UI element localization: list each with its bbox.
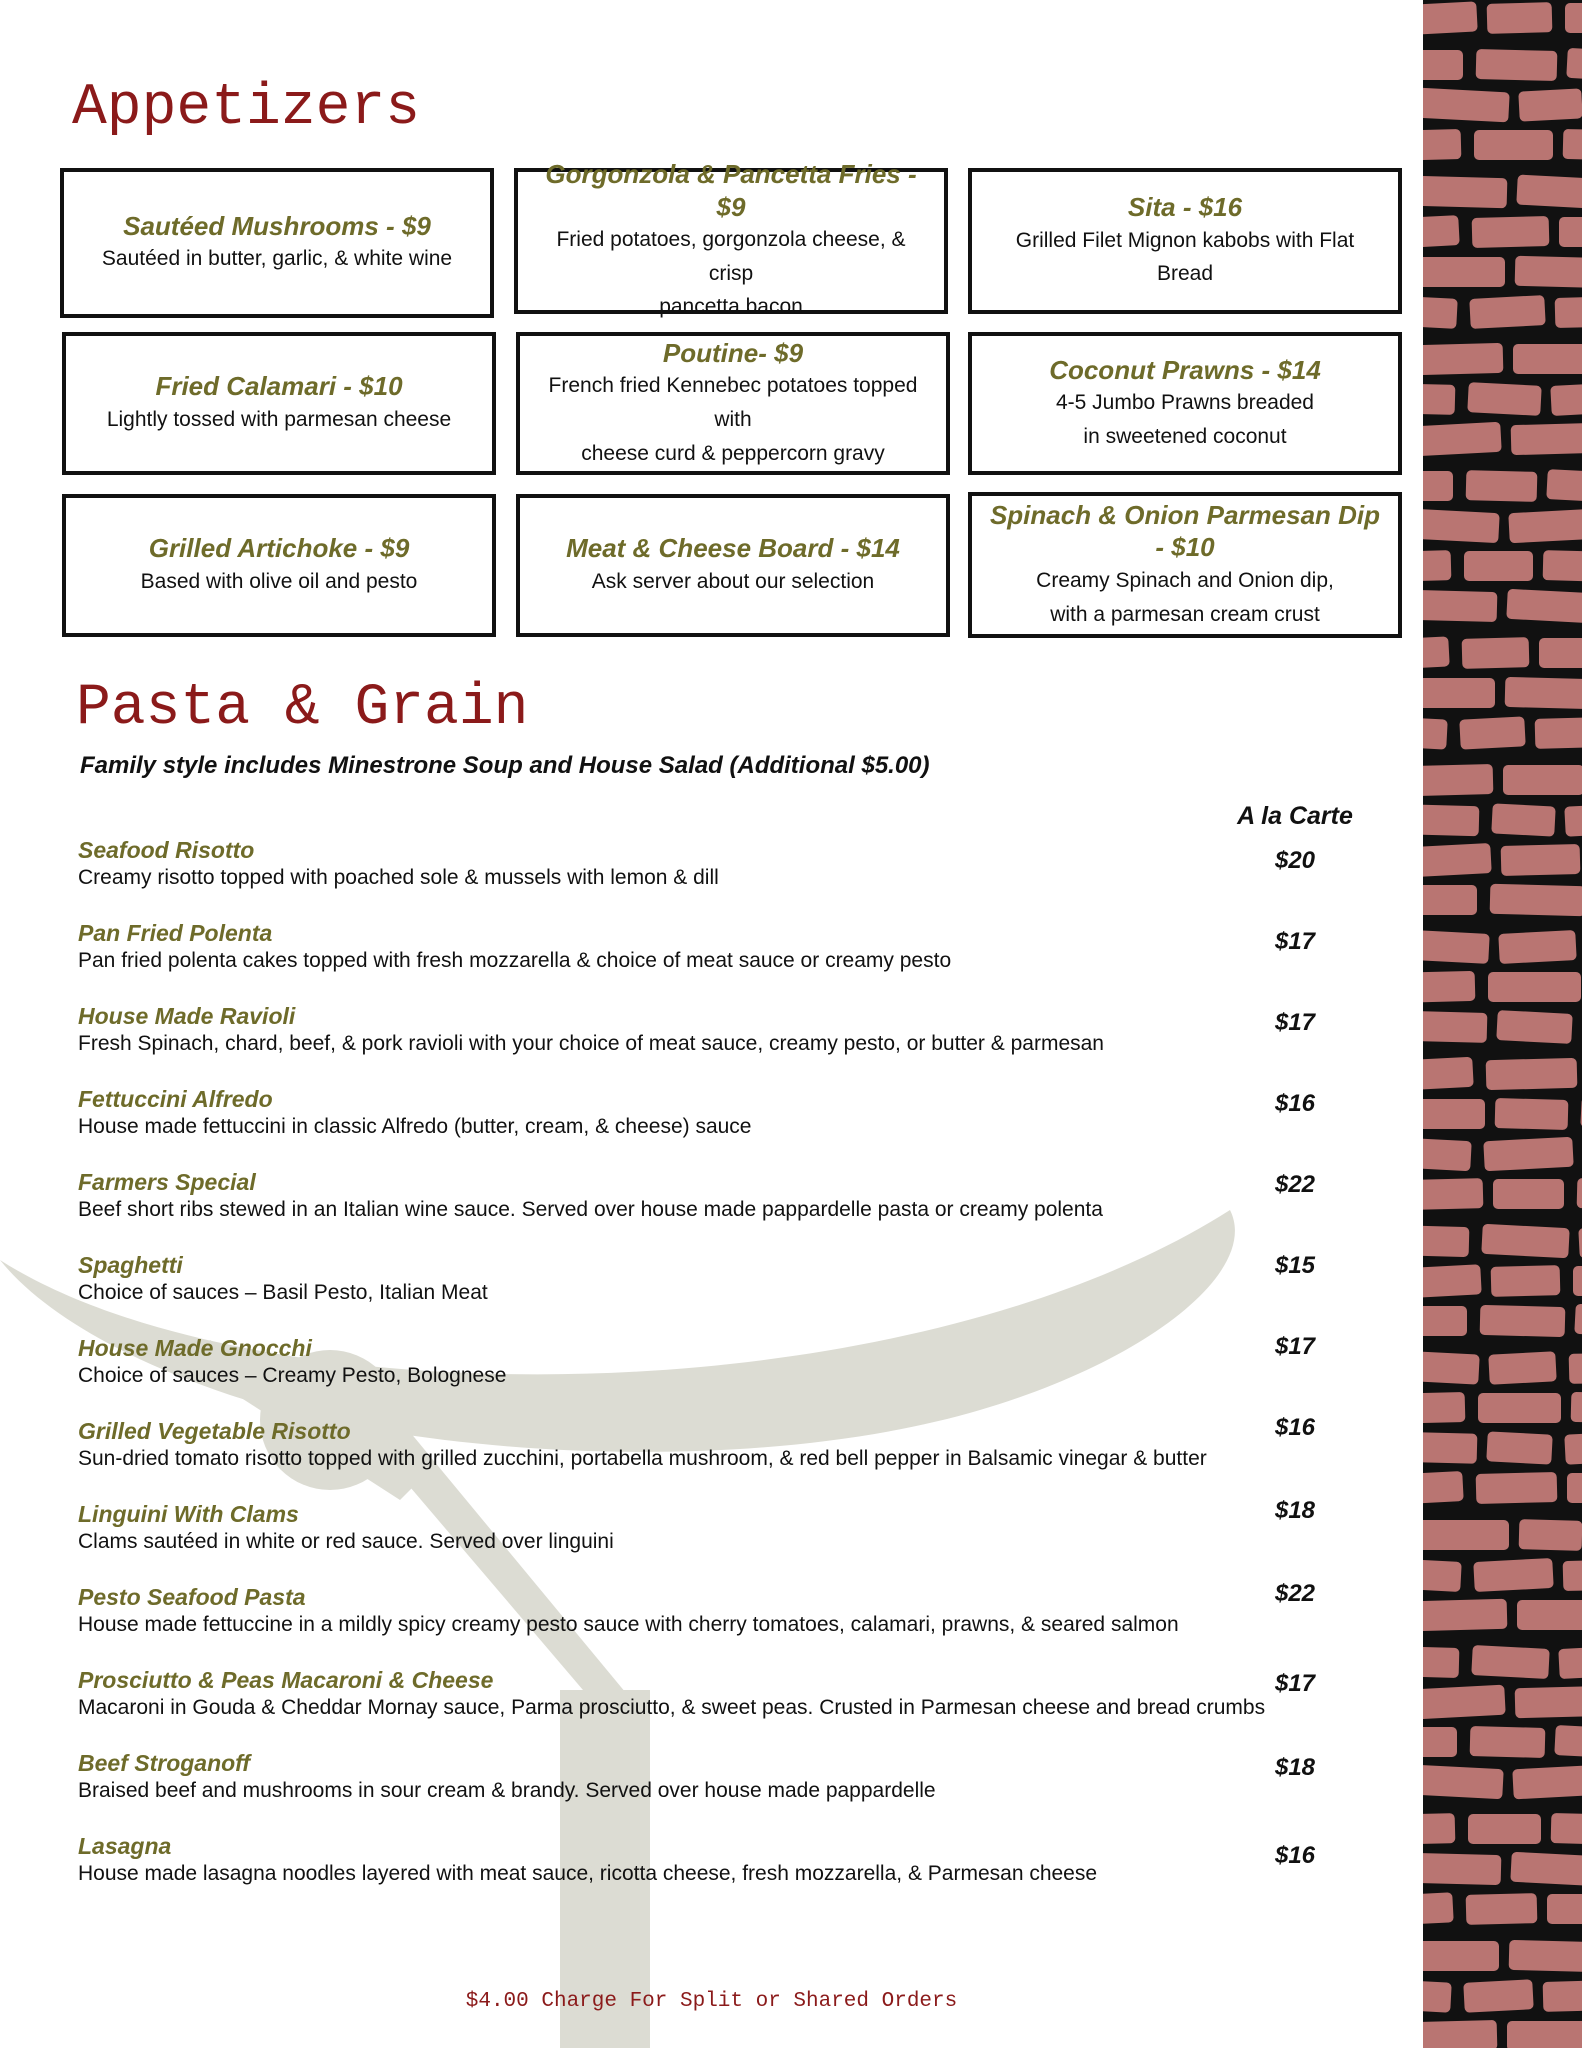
dish-desc: Sun-dried tomato risotto topped with grilled zucchini, portabella mushroom, & red bell pepper in Balsamic vinegar & butter bbox=[78, 1447, 1207, 1470]
dish-price: $17 bbox=[1274, 1009, 1316, 1036]
brick bbox=[1476, 1472, 1558, 1504]
brick bbox=[1423, 843, 1492, 877]
brick bbox=[1423, 509, 1500, 543]
brick bbox=[1423, 129, 1461, 161]
brick bbox=[1464, 551, 1533, 581]
brick bbox=[1508, 509, 1582, 544]
list-item bbox=[78, 1500, 1218, 1556]
brick bbox=[1546, 469, 1582, 503]
dish-price: $16 bbox=[1274, 1842, 1316, 1869]
brick bbox=[1423, 1, 1478, 34]
brick bbox=[1512, 1765, 1582, 1800]
appetizer-desc: Fried potatoes, gorgonzola cheese, & crisp bbox=[556, 228, 906, 285]
a-la-carte-header: A la Carte bbox=[1237, 802, 1353, 830]
brick bbox=[1423, 215, 1460, 249]
brick bbox=[1578, 1224, 1582, 1259]
brick bbox=[1423, 1853, 1501, 1885]
brick bbox=[1423, 1225, 1469, 1257]
brick bbox=[1478, 1393, 1561, 1423]
brick bbox=[1423, 1979, 1452, 2012]
brick bbox=[1474, 130, 1553, 160]
brick bbox=[1519, 1519, 1582, 1551]
brick bbox=[1559, 217, 1582, 247]
list-item bbox=[78, 1749, 1218, 1805]
brick bbox=[1503, 765, 1582, 795]
brick bbox=[1423, 1178, 1483, 1210]
brick bbox=[1423, 1520, 1509, 1550]
appetizer-name: Gorgonzola & Pancetta Fries - $9 bbox=[545, 159, 917, 222]
appetizer-desc: with a parmesan cream crust bbox=[1050, 602, 1320, 626]
brick bbox=[1509, 1940, 1582, 1972]
brick bbox=[1495, 1098, 1569, 1130]
brick bbox=[1423, 1011, 1487, 1043]
brick bbox=[1543, 550, 1582, 582]
brick bbox=[1507, 2021, 1582, 2048]
brick bbox=[1423, 1599, 1507, 1631]
brick bbox=[1486, 1431, 1552, 1464]
brick bbox=[1481, 1224, 1569, 1259]
dish-price: $15 bbox=[1274, 1252, 1316, 1279]
appetizer-card bbox=[968, 492, 1402, 638]
dish-desc: Clams sautéed in white or red sauce. Served over linguini bbox=[78, 1530, 614, 1553]
brick bbox=[1423, 1392, 1465, 1424]
dish-price: $18 bbox=[1274, 1754, 1316, 1781]
brick bbox=[1423, 176, 1507, 208]
list-item bbox=[78, 1334, 1218, 1390]
split-order-note: $4.00 Charge For Split or Shared Orders bbox=[465, 1990, 958, 2013]
dish-desc: Pan fried polenta cakes topped with fresh mozzarella & choice of meat sauce or creamy pesto bbox=[78, 949, 952, 972]
brick bbox=[1463, 1979, 1533, 2013]
brick bbox=[1423, 1646, 1459, 1678]
brick bbox=[1555, 296, 1582, 328]
appetizer-card bbox=[968, 168, 1402, 314]
brick bbox=[1423, 422, 1502, 456]
brick bbox=[1515, 256, 1582, 288]
dish-price: $17 bbox=[1274, 1333, 1316, 1360]
list-item bbox=[78, 1168, 1218, 1224]
brick bbox=[1423, 930, 1490, 964]
dish-desc: Choice of sauces – Creamy Pesto, Bolognese bbox=[78, 1364, 507, 1387]
appetizer-card bbox=[62, 332, 496, 475]
brick bbox=[1466, 470, 1538, 502]
brick bbox=[1472, 216, 1550, 248]
dish-name: Pesto Seafood Pasta bbox=[78, 1584, 306, 1610]
appetizer-name: Spinach & Onion Parmesan Dip - $10 bbox=[989, 499, 1381, 563]
brick bbox=[1423, 1137, 1472, 1171]
brick bbox=[1535, 717, 1582, 749]
brick bbox=[1571, 1392, 1582, 1424]
brick bbox=[1423, 885, 1477, 915]
brick bbox=[1517, 1600, 1582, 1630]
appetizer-desc: in sweetened coconut bbox=[1083, 424, 1287, 448]
dish-name: Beef Stroganoff bbox=[78, 1750, 251, 1776]
list-item bbox=[78, 1251, 1218, 1307]
dish-desc: Beef short ribs stewed in an Italian wine sauce. Served over house made pappardelle pasta or creamy polenta bbox=[78, 1198, 1103, 1221]
brick bbox=[1423, 1941, 1499, 1971]
dish-price: $17 bbox=[1274, 928, 1316, 955]
dish-name: House Made Gnocchi bbox=[78, 1335, 312, 1361]
list-item bbox=[78, 919, 1218, 975]
brick bbox=[1510, 1852, 1582, 1887]
brick bbox=[1573, 1266, 1582, 1296]
dish-desc: Creamy risotto topped with poached sole & mussels with lemon & dill bbox=[78, 866, 719, 889]
appetizer-name: Poutine- $9 bbox=[662, 337, 804, 368]
brick bbox=[1423, 1765, 1504, 1800]
brick bbox=[1539, 638, 1582, 668]
brick bbox=[1506, 589, 1582, 623]
dish-price: $16 bbox=[1274, 1090, 1316, 1117]
brick bbox=[1423, 383, 1455, 415]
brick bbox=[1473, 1558, 1553, 1592]
dish-desc: House made fettuccine in a mildly spicy creamy pesto sauce with cherry tomatoes, calamari, prawns, & seared salmon bbox=[78, 1613, 1179, 1636]
brick bbox=[1566, 48, 1582, 82]
brick bbox=[1577, 1178, 1582, 1210]
brick bbox=[1574, 1304, 1582, 1339]
brick bbox=[1423, 50, 1463, 80]
brick bbox=[1488, 1351, 1556, 1384]
appetizer-desc: pancetta bacon bbox=[659, 295, 803, 319]
dish-price: $18 bbox=[1274, 1497, 1316, 1524]
brick bbox=[1423, 2020, 1497, 2048]
brick bbox=[1490, 884, 1582, 916]
brick bbox=[1423, 295, 1458, 329]
pasta-heading: Pasta & Grain bbox=[76, 676, 529, 741]
appetizer-card bbox=[968, 332, 1402, 475]
brick bbox=[1505, 677, 1582, 709]
dish-name: Seafood Risotto bbox=[78, 837, 255, 863]
brick bbox=[1488, 972, 1581, 1002]
appetizer-card bbox=[62, 494, 496, 637]
appetizer-name: Sautéed Mushrooms - $9 bbox=[123, 210, 431, 241]
appetizer-name: Grilled Artichoke - $9 bbox=[148, 533, 410, 564]
brick bbox=[1466, 1893, 1538, 1925]
brick bbox=[1563, 129, 1582, 161]
brick bbox=[1476, 49, 1558, 81]
list-item bbox=[78, 1666, 1266, 1722]
brick bbox=[1564, 1431, 1582, 1465]
appetizer-name: Coconut Prawns - $14 bbox=[1049, 354, 1321, 385]
dish-desc: Braised beef and mushrooms in sour cream & brandy. Served over house made pappardelle bbox=[78, 1779, 936, 1802]
brick bbox=[1483, 1137, 1573, 1172]
brick bbox=[1550, 382, 1582, 416]
brick bbox=[1469, 295, 1545, 329]
brick bbox=[1491, 1265, 1561, 1297]
brick bbox=[1423, 1264, 1482, 1297]
dish-name: Farmers Special bbox=[78, 1169, 256, 1195]
family-style-note: Family style includes Minestrone Soup and House Salad (Additional $5.00) bbox=[80, 752, 930, 779]
brick bbox=[1518, 88, 1582, 121]
brick bbox=[1423, 1892, 1454, 1926]
dish-name: Pan Fried Polenta bbox=[78, 920, 273, 946]
dish-name: Prosciutto & Peas Macaroni & Cheese bbox=[78, 1667, 494, 1693]
brick bbox=[1563, 1559, 1582, 1591]
brick bbox=[1423, 1432, 1477, 1464]
appetizer-desc: Based with olive oil and pesto bbox=[140, 569, 418, 593]
dish-name: Fettuccini Alfredo bbox=[78, 1086, 273, 1112]
dish-price: $22 bbox=[1274, 1580, 1316, 1607]
brick bbox=[1554, 1725, 1582, 1759]
appetizer-desc: Ask server about our selection bbox=[591, 569, 875, 593]
dish-desc: Fresh Spinach, chard, beef, & pork ravioli with your choice of meat sauce, creamy pesto, or butter & parmesan bbox=[78, 1032, 1104, 1055]
dish-price: $20 bbox=[1274, 847, 1316, 874]
list-item bbox=[78, 1002, 1218, 1058]
dish-desc: Choice of sauces – Basil Pesto, Italian Meat bbox=[78, 1281, 488, 1304]
dish-name: Lasagna bbox=[78, 1833, 172, 1859]
brick bbox=[1471, 1645, 1549, 1679]
dish-name: Linguini With Clams bbox=[78, 1501, 299, 1527]
brick bbox=[1423, 1057, 1474, 1092]
brick bbox=[1423, 764, 1493, 796]
appetizer-desc: Creamy Spinach and Onion dip, bbox=[1036, 568, 1334, 592]
brick bbox=[1467, 382, 1541, 416]
brick bbox=[1501, 844, 1581, 876]
appetizer-card bbox=[516, 494, 950, 637]
brick bbox=[1513, 344, 1582, 374]
appetizer-desc: Sautéed in butter, garlic, & white wine bbox=[101, 247, 453, 271]
dish-price: $22 bbox=[1274, 1171, 1316, 1198]
appetizer-name: Sita - $16 bbox=[1127, 192, 1243, 223]
brick bbox=[1423, 1813, 1455, 1845]
dish-name: Spaghetti bbox=[78, 1252, 183, 1278]
appetizer-name: Meat & Cheese Board - $14 bbox=[566, 533, 900, 564]
list-item bbox=[78, 1583, 1218, 1639]
brick bbox=[1487, 2, 1553, 34]
brick bbox=[1423, 257, 1505, 287]
brick bbox=[1480, 1305, 1566, 1337]
brick bbox=[1423, 1471, 1464, 1505]
brick bbox=[1564, 803, 1582, 836]
appetizer-desc: French fried Kennebec potatoes topped with bbox=[548, 374, 918, 431]
brick bbox=[1423, 716, 1448, 749]
appetizer-desc: Grilled Filet Mignon kabobs with Flat Bread bbox=[1015, 228, 1355, 286]
brick bbox=[1470, 1726, 1546, 1758]
brick bbox=[1423, 550, 1451, 582]
brick bbox=[1551, 1813, 1582, 1845]
brick bbox=[1496, 1010, 1572, 1044]
list-item bbox=[78, 1832, 1218, 1888]
brick bbox=[1423, 590, 1497, 622]
brick bbox=[1516, 175, 1582, 210]
brick-wall-pattern bbox=[1423, 0, 1582, 2048]
brick bbox=[1423, 1558, 1462, 1592]
brick bbox=[1423, 1727, 1457, 1757]
brick bbox=[1565, 3, 1582, 33]
dish-price: $16 bbox=[1274, 1414, 1316, 1441]
brick bbox=[1511, 423, 1582, 455]
brick bbox=[1569, 1352, 1582, 1384]
brick bbox=[1543, 1980, 1582, 2012]
brick bbox=[1547, 1894, 1582, 1924]
appetizers-heading: Appetizers bbox=[72, 76, 421, 141]
dish-desc: House made fettuccini in classic Alfredo (butter, cream, & cheese) sauce bbox=[78, 1115, 752, 1138]
appetizer-card bbox=[516, 332, 950, 475]
brick bbox=[1423, 1306, 1467, 1336]
brick bbox=[1423, 636, 1450, 669]
dish-price: $17 bbox=[1274, 1670, 1316, 1697]
brick bbox=[1423, 1351, 1480, 1384]
brick bbox=[1486, 1058, 1578, 1090]
list-item bbox=[78, 1417, 1218, 1473]
brick bbox=[1493, 1179, 1564, 1209]
appetizer-desc: 4-5 Jumbo Prawns breaded bbox=[1056, 391, 1314, 415]
brick bbox=[1423, 971, 1475, 1003]
brick bbox=[1423, 88, 1510, 123]
dish-name: Grilled Vegetable Risotto bbox=[78, 1418, 351, 1444]
dish-desc: Macaroni in Gouda & Cheddar Mornay sauce, Parma prosciutto, & sweet peas. Crusted in Parmesan cheese and bread crumbs bbox=[78, 1696, 1266, 1719]
brick bbox=[1423, 471, 1453, 501]
brick bbox=[1567, 1473, 1582, 1503]
dish-name: House Made Ravioli bbox=[78, 1003, 296, 1029]
appetizer-card bbox=[514, 159, 948, 319]
brick bbox=[1423, 804, 1479, 836]
brick bbox=[1491, 803, 1555, 836]
brick bbox=[1423, 678, 1495, 708]
brick bbox=[1423, 1099, 1485, 1129]
brick bbox=[1558, 1645, 1582, 1679]
appetizer-desc: cheese curd & peppercorn gravy bbox=[581, 441, 885, 465]
appetizer-desc: Lightly tossed with parmesan cheese bbox=[106, 407, 452, 431]
list-item bbox=[78, 836, 1218, 892]
brick bbox=[1515, 1686, 1582, 1718]
appetizer-name: Fried Calamari - $10 bbox=[155, 371, 403, 402]
brick bbox=[1462, 637, 1530, 669]
brick bbox=[1423, 1685, 1506, 1720]
brick bbox=[1459, 716, 1525, 749]
dish-desc: House made lasagna noodles layered with meat sauce, ricotta cheese, fresh mozzarella, & Parmesan cheese bbox=[78, 1862, 1098, 1885]
brick bbox=[1423, 343, 1503, 375]
brick bbox=[1498, 930, 1576, 964]
brick bbox=[1468, 1814, 1541, 1844]
list-item bbox=[78, 1085, 1218, 1141]
appetizer-card bbox=[60, 168, 494, 318]
